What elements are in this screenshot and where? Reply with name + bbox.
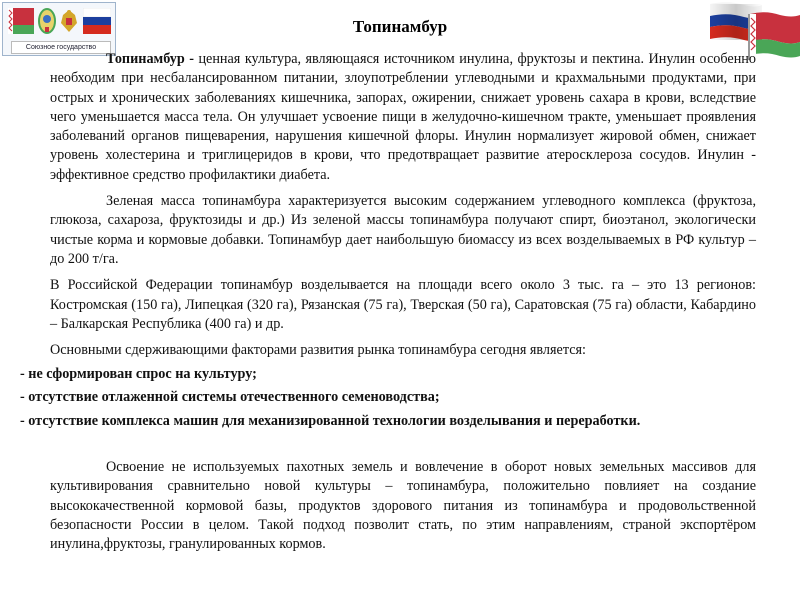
paragraph-factors-intro: Основными сдерживающими факторами развития рынка топинамбура сегодня является: — [50, 342, 586, 359]
paragraph-conclusion: Освоение не используемых пахотных земель и вовлечение в оборот новых земельных массивов для культивирования сравнительно новой культуры – топинамбура, положительно повлияет на создание высококачественной кормовой базы, продуктов здорового питания из топинамбура и продовольственной безопасности России в целом. Такой подход позволит стать, по этим направлениям, страной экспортёром инулина,фруктозы, гранулированных кормов. — [50, 459, 756, 553]
paragraph-inulin — [50, 50, 756, 185]
paragraph-inulin-text: ценная культура, являющаяся источником инулина, фруктозы и пектина. Инулин особенно необходим при несбалансированном питании, злоупотреблении углеводными и крахмальными продуктами, при острых и хронических заболеваниях кишечника, запорах, ожирении, снижает уровень сахара в крови, вследствие чего уменьшается масса тела. Он улучшает усвоение пищи в желудочно-кишечном тракте, уменьшает проявления заболеваний органов пищеварения, нарушения кишечной флоры. Инулин нормализует жировой обмен, снижает уровень холестерина и триглицеридов в крови, что предотвращает развитие атеросклероза сосудов. Инулин - эффективное средство профилактики диабета. — [50, 51, 756, 183]
factor-item: - отсутствие отлаженной системы отечественного семеноводства; — [20, 389, 440, 406]
term-topinambur: Топинамбур - — [106, 51, 194, 67]
paragraph-green-mass: Зеленая масса топинамбура характеризуется высоким содержанием углеводного комплекса (фруктоза, глюкоза, сахароза, фруктозиды и др.) Из зеленой массы топинамбура получают спирт, биоэтанол, экологически чистые корма и кормовые добавки. Топинамбур дает наибольшую биомассу из всех возделываемых в РФ культур – до 200 т/га. — [50, 193, 756, 267]
factors-list — [20, 363, 780, 433]
factor-item: - не сформирован спрос на культуру; — [20, 366, 257, 382]
page-title: Топинамбур — [352, 17, 448, 36]
conclusion-block — [50, 458, 756, 554]
main-text-block — [50, 50, 756, 360]
factor-item: - отсутствие комплекса машин для механизированной технологии возделывания и переработки. — [20, 412, 641, 429]
paragraph-regions: В Российской Федерации топинамбур возделывается на площади всего около 3 тыс. га – это 13 регионов: Костромская (150 га), Липецкая (320 га), Рязанская (75 га), Тверская (50 га), Саратовская (75 га) области, Кабардино – Балкарская Республика (400 га) и др. — [50, 277, 756, 332]
logo-caption: Союзное государство — [11, 41, 111, 54]
